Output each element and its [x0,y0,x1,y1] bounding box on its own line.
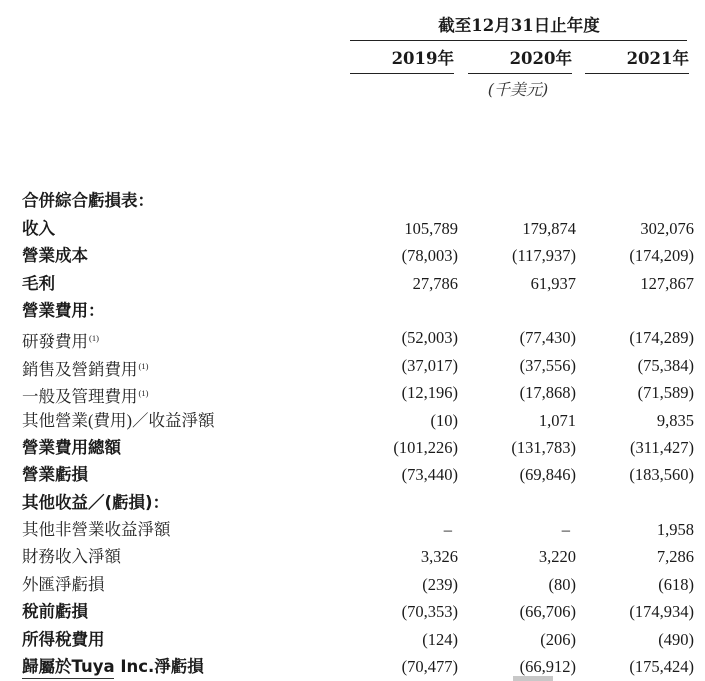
value-cell: 7,286 [656,547,694,567]
row-label [22,517,171,543]
value-cell: (71,589) [637,383,694,403]
period-header: 截至12月31日止年度 [438,16,600,35]
value-cell: (117,937) [511,246,576,266]
value-cell: (37,017) [401,355,458,375]
value-cell: (66,706) [519,602,576,622]
table-row [0,627,705,654]
value-cell: (78,003) [401,246,458,266]
row-label-text: 歸屬於Tuya Inc.淨虧損 [22,657,204,677]
value-cell: (73,440) [401,465,458,485]
footnote-ref: (1) [138,388,149,399]
row-label [22,435,121,461]
row-label [22,490,169,516]
value-cell: (239) [422,574,458,594]
value-cell: 27,786 [412,273,458,293]
table-row [0,490,705,517]
table-row [0,161,705,188]
table-row [0,435,705,462]
value-cell: 3,220 [538,547,576,567]
row-label [22,216,55,242]
row-label [22,408,215,434]
row-label-text: 營業費用總額 [22,437,121,457]
row-label-text: 收入 [22,218,55,238]
row-label-text: 營業虧損 [22,465,88,485]
row-label-text: 財務收入淨額 [22,547,121,567]
value-cell: – [443,520,452,540]
period-rule [350,40,687,41]
footnote-ref: (1) [89,333,99,344]
year-rule-2020 [468,73,572,74]
table-row [0,271,705,298]
table-row [0,572,705,599]
value-cell: (490) [658,629,694,649]
row-label [22,271,55,297]
value-cell: 302,076 [640,218,694,238]
row-label-text: 其他營業(費用)／收益淨額 [22,410,215,430]
row-label-text: 銷售及營銷費用 [22,359,138,379]
value-cell: 105,789 [404,218,458,238]
value-cell: (131,783) [511,437,576,457]
row-label-text: 合併綜合虧損表： [22,191,154,211]
table-row [0,462,705,489]
value-cell: 1,071 [538,410,576,430]
value-cell: (69,846) [519,465,576,485]
value-cell: 61,937 [530,273,576,293]
value-cell: 1,958 [656,520,694,540]
value-cell: (618) [658,574,694,594]
value-cell: (183,560) [629,465,694,485]
row-label-text: 所得稅費用 [22,629,105,649]
value-cell: (66,912) [519,657,576,677]
row-label-text: 外匯淨虧損 [22,574,105,594]
year-header-2020: 2020年 [509,49,572,68]
table-row [0,243,705,270]
row-label [22,325,99,355]
row-label [22,572,105,598]
row-label-text: 營業費用： [22,300,105,320]
statement-table [0,161,705,681]
row-label-text: 稅前虧損 [22,602,88,622]
table-row [0,188,705,215]
value-cell: (52,003) [401,328,458,348]
value-cell: (124) [422,629,458,649]
value-cell: (206) [540,629,576,649]
table-row [0,654,705,681]
row-label [22,544,121,570]
table-row [0,517,705,544]
value-cell: (77,430) [519,328,576,348]
value-cell: 9,835 [656,410,694,430]
row-label-text: 一般及管理費用 [22,387,138,407]
row-label [22,627,105,653]
row-label-text: 其他非營業收益淨額 [22,520,171,540]
table-row [0,408,705,435]
value-cell: (101,226) [393,437,458,457]
value-cell: (70,477) [401,657,458,677]
row-label-text: 其他收益／(虧損)： [22,492,170,512]
table-row [0,599,705,626]
year-header-2021: 2021年 [626,49,689,68]
value-cell: (80) [548,574,576,594]
value-cell: – [561,520,570,540]
value-cell: (75,384) [637,355,694,375]
row-label [22,380,148,410]
footnote-rule [22,678,114,679]
footnote-ref: (1) [138,360,149,371]
value-cell: (174,209) [629,246,694,266]
value-cell: (17,868) [519,383,576,403]
cropped-footer-mark [513,676,553,681]
value-cell: (12,196) [401,383,458,403]
row-label [22,599,88,625]
year-rule-2019 [350,73,454,74]
row-label-text: 毛利 [22,273,55,293]
unit-label: (千美元) [487,80,549,99]
value-cell: (70,353) [401,602,458,622]
value-cell: (174,289) [629,328,694,348]
table-row [0,216,705,243]
table-row [0,380,705,407]
value-cell: 127,867 [640,273,694,293]
table-row [0,325,705,352]
row-label [22,462,88,488]
year-header-2019: 2019年 [391,49,454,68]
value-cell: (37,556) [519,355,576,375]
value-cell: 3,326 [420,547,458,567]
row-label [22,188,154,214]
row-label [22,353,148,383]
value-cell: (311,427) [629,437,694,457]
value-cell: (10) [430,410,458,430]
value-cell: (175,424) [629,657,694,677]
table-row [0,298,705,325]
table-row [0,353,705,380]
row-label-text: 營業成本 [22,246,88,266]
value-cell: 179,874 [522,218,576,238]
row-label-text: 研發費用 [22,332,88,352]
year-rule-2021 [585,73,689,74]
value-cell: (174,934) [629,602,694,622]
table-row [0,544,705,571]
row-label [22,654,204,680]
row-label [22,243,88,269]
row-label [22,298,105,324]
